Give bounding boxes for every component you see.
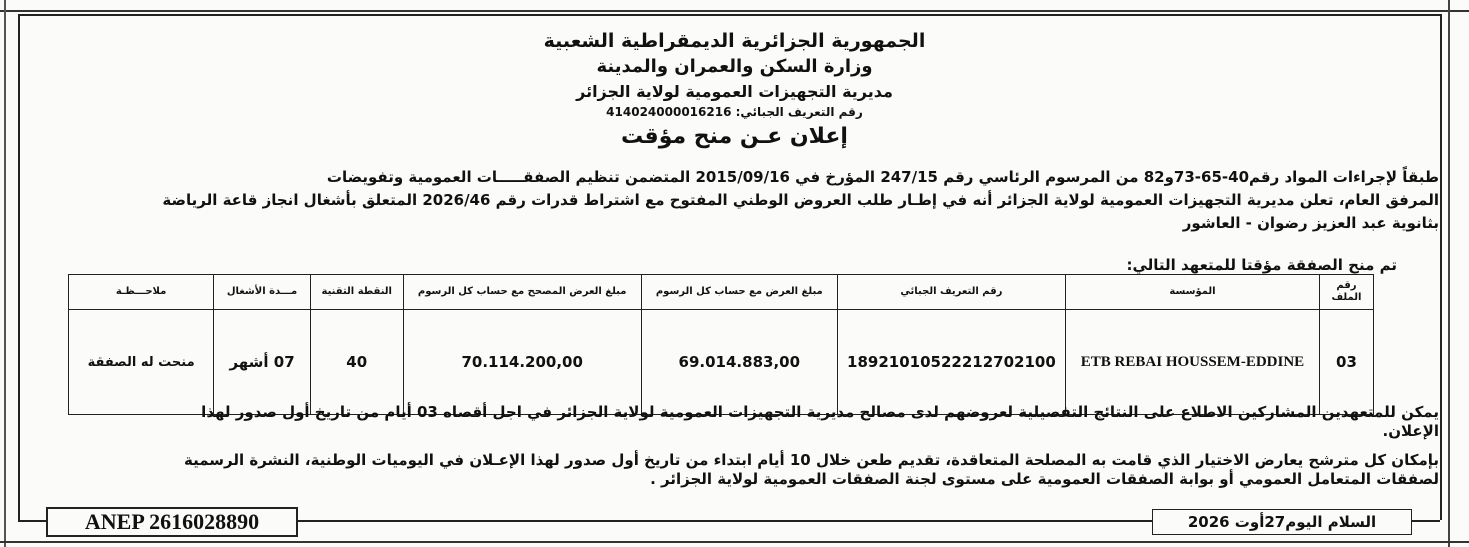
- cell-duration: 07 أشهر: [214, 310, 311, 415]
- cell-technical-score: 40: [310, 310, 403, 415]
- table-row: [69, 310, 1374, 415]
- col-notes: ملاحـــظـة: [69, 275, 214, 310]
- col-duration: مـــدة الأشغال: [214, 275, 311, 310]
- table-header-row: [69, 275, 1374, 310]
- cell-offer-amount: 69.014.883,00: [641, 310, 837, 415]
- body-paragraph-2: المرفق العام، تعلن مديرية التجهيزات العمومية لولاية الجزائر أنه في إطـار طلب العروض الوطني المفتوح مع اشتراط قدرات رقم 2026/46 المتعلق بأشغال انجاز قاعة الرياضة: [162, 191, 1439, 209]
- publication-date: السلام اليوم27أوت 2026: [1152, 509, 1412, 535]
- body-paragraph-3: بثانوية عبد العزيز رضوان - العاشور: [1182, 214, 1439, 232]
- award-table: [68, 274, 1374, 415]
- col-corrected-amount: مبلغ العرض المصحح مع حساب كل الرسوم: [403, 275, 641, 310]
- bottom-edge-line: [0, 541, 1469, 543]
- republic-title: الجمهورية الجزائرية الديمقراطية الشعبية: [543, 30, 926, 52]
- announcement-title: إعلان عـن منح مؤقت: [621, 124, 848, 149]
- directorate-title: مديرية التجهيزات العمومية لولاية الجزائر: [576, 82, 893, 101]
- col-offer-amount: مبلغ العرض مع حساب كل الرسوم: [641, 275, 837, 310]
- award-intro: تم منح الصفقة مؤقتا للمتعهد التالي:: [1126, 256, 1397, 274]
- col-file-number: رقم الملف: [1319, 275, 1373, 310]
- col-technical-score: النقطة التقنية: [310, 275, 403, 310]
- ministry-title: وزارة السكن والعمران والمدينة: [596, 56, 873, 77]
- footer-paragraph-2: بإمكان كل مترشح يعارض الاختيار الذي قامت به المصلحة المتعاقدة، تقديم طعن خلال 10 أيام ابتداء من تاريخ أول صدور لهذا الإعـلان في اليوميات الوطنية، النشرة الرسمية: [184, 451, 1439, 469]
- col-company: المؤسسة: [1066, 275, 1320, 310]
- footer-paragraph-1: يمكن للمتعهدين المشاركين الاطلاع على النتائج التفصيلية لعروضهم لدى مصالح مديرية التجهيزات العمومية لولاية الجزائر في اجل أقصاه 03 أيام من تاريخ أول صدور لهذا: [201, 403, 1439, 421]
- top-border: [0, 0, 1469, 12]
- cell-corrected-amount: 70.114.200,00: [403, 310, 641, 415]
- footer-paragraph-2-end: لصفقات المتعامل العمومي أو بوابة الصفقات العمومية على مستوى لجنة الصفقات العمومية لولاية الجزائر .: [650, 470, 1439, 488]
- footer-paragraph-1-end: الإعلان.: [1382, 422, 1439, 440]
- cell-company: ETB REBAI HOUSSEM-EDDINE: [1066, 310, 1320, 415]
- tax-id: رقم التعريف الجبائي: 414024000016216: [606, 105, 863, 119]
- body-paragraph-1: طبقاً لإجراءات المواد رقم40-65-73و82 من المرسوم الرئاسي رقم 247/15 المؤرخ في 2015/09/16 المتضمن تنظيم الصفقـــــات العمومية وتفويضات: [326, 168, 1439, 186]
- anep-reference: ANEP 2616028890: [46, 507, 298, 537]
- col-tax-id: رقم التعريف الجبائي: [837, 275, 1065, 310]
- cell-notes: منحت له الصفقة: [69, 310, 214, 415]
- cell-file-number: 03: [1319, 310, 1373, 415]
- cell-tax-id: 18921010522212702100: [837, 310, 1065, 415]
